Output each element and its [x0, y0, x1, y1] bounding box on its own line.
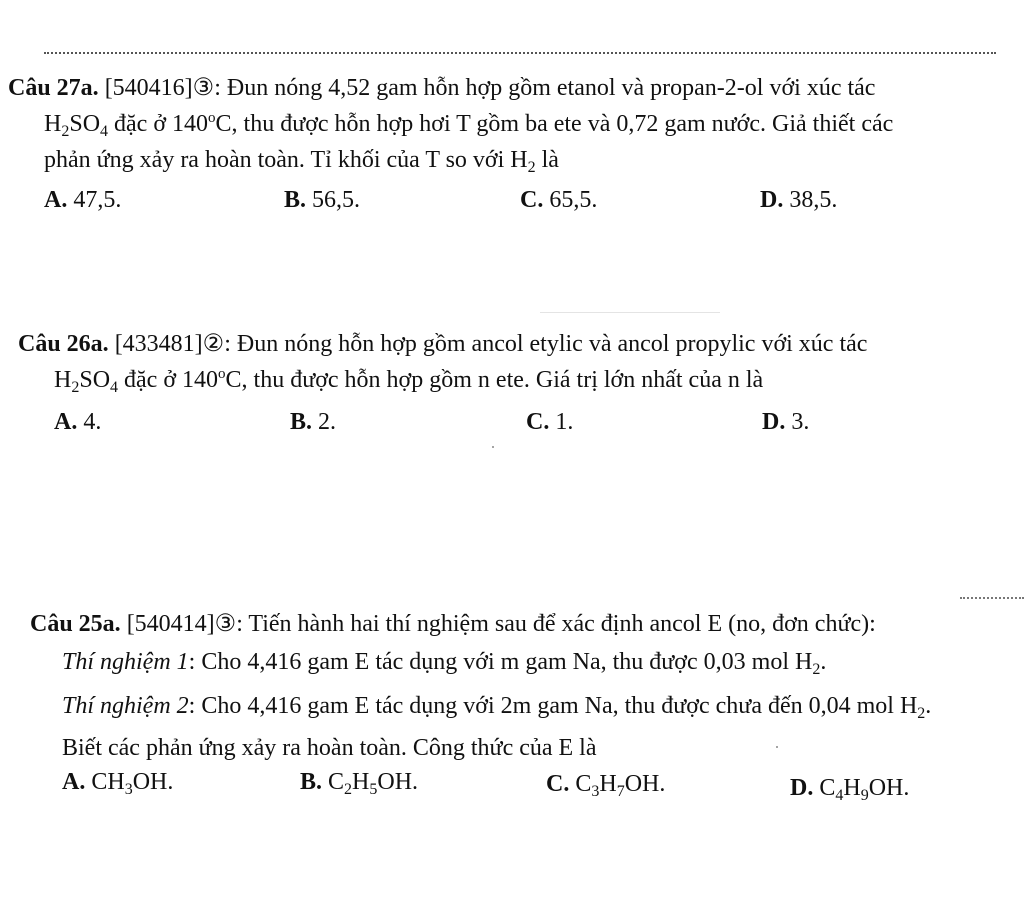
experiment-1-label: Thí nghiệm 1	[62, 649, 189, 675]
question-27a-level: ③	[192, 75, 215, 101]
question-25a-number: Câu 25a.	[30, 611, 121, 637]
top-dotted-divider	[44, 52, 996, 54]
question-26a-option-a: A. 4.	[54, 409, 102, 435]
question-26a-option-d: D. 3.	[762, 409, 810, 435]
question-25a-text-1: Tiến hành hai thí nghiệm sau để xác định ancol E (no, đơn chức):	[248, 611, 876, 637]
question-25a-experiment-1: Thí nghiệm 1: Cho 4,416 gam E tác dụng với m gam Na, thu được 0,03 mol $H_2$.	[62, 649, 827, 678]
question-25a-option-d: D. $C_4H_9OH$.	[790, 775, 910, 804]
question-26a-id: [433481]	[114, 331, 203, 357]
question-26a-line-2: $H_2SO_4$ đặc ở 140$^o$C, thu được hỗn hợp gồm n ete. Giá trị lớn nhất của n là	[54, 366, 764, 396]
question-27a-line-1: Câu 27a. [540416]③: Đun nóng 4,52 gam hỗn hợp gồm etanol và propan-2-ol với xúc tác	[8, 75, 876, 101]
question-25a-id: [540414]	[126, 611, 215, 637]
question-27a-option-b: B. 56,5.	[284, 187, 361, 213]
question-27a-text-1: Đun nóng 4,52 gam hỗn hợp gồm etanol và propan-2-ol với xúc tác	[226, 75, 876, 101]
question-25a-experiment-2: Thí nghiệm 2: Cho 4,416 gam E tác dụng với 2m gam Na, thu được chưa đến 0,04 mol $H_2$.	[62, 693, 932, 722]
stray-dot	[492, 446, 494, 448]
question-25a-line-4: Biết các phản ứng xảy ra hoàn toàn. Công thức của E là	[62, 735, 597, 761]
right-dotted-divider	[960, 597, 1024, 599]
question-25a-option-b: B. $C_2H_5OH$.	[300, 769, 419, 798]
question-27a-line-2: $H_2SO_4$ đặc ở 140$^o$C, thu được hỗn hợp hơi T gồm ba ete và 0,72 gam nước. Giả thiết các	[44, 110, 894, 140]
question-27a-number: Câu 27a.	[8, 75, 99, 101]
question-27a-option-d: D. 38,5.	[760, 187, 838, 213]
question-25a-option-a: A. $CH_3OH$.	[62, 769, 174, 798]
question-27a-option-a: A. 47,5.	[44, 187, 122, 213]
question-25a-option-c: C. $C_3H_7OH$.	[546, 771, 666, 800]
question-27a-id: [540416]	[104, 75, 193, 101]
question-27a-line-3: phản ứng xảy ra hoàn toàn. Tỉ khối của T so với $H_2$ là	[44, 147, 559, 176]
question-26a-line-1: Câu 26a. [433481]②: Đun nóng hỗn hợp gồm ancol etylic và ancol propylic với xúc tác	[18, 331, 868, 357]
question-26a-text-1: Đun nóng hỗn hợp gồm ancol etylic và ancol propylic với xúc tác	[236, 331, 868, 357]
question-26a-option-b: B. 2.	[290, 409, 337, 435]
question-27a-option-c: C. 65,5.	[520, 187, 598, 213]
question-26a-level: ②	[202, 331, 225, 357]
question-26a-number: Câu 26a.	[18, 331, 109, 357]
experiment-2-label: Thí nghiệm 2	[62, 693, 189, 719]
faint-divider	[540, 312, 720, 313]
question-26a-option-c: C. 1.	[526, 409, 574, 435]
question-25a-level: ③	[214, 611, 237, 637]
stray-dot-2	[776, 746, 778, 748]
question-25a-line-1: Câu 25a. [540414]③: Tiến hành hai thí nghiệm sau để xác định ancol E (no, đơn chức):	[30, 611, 876, 637]
